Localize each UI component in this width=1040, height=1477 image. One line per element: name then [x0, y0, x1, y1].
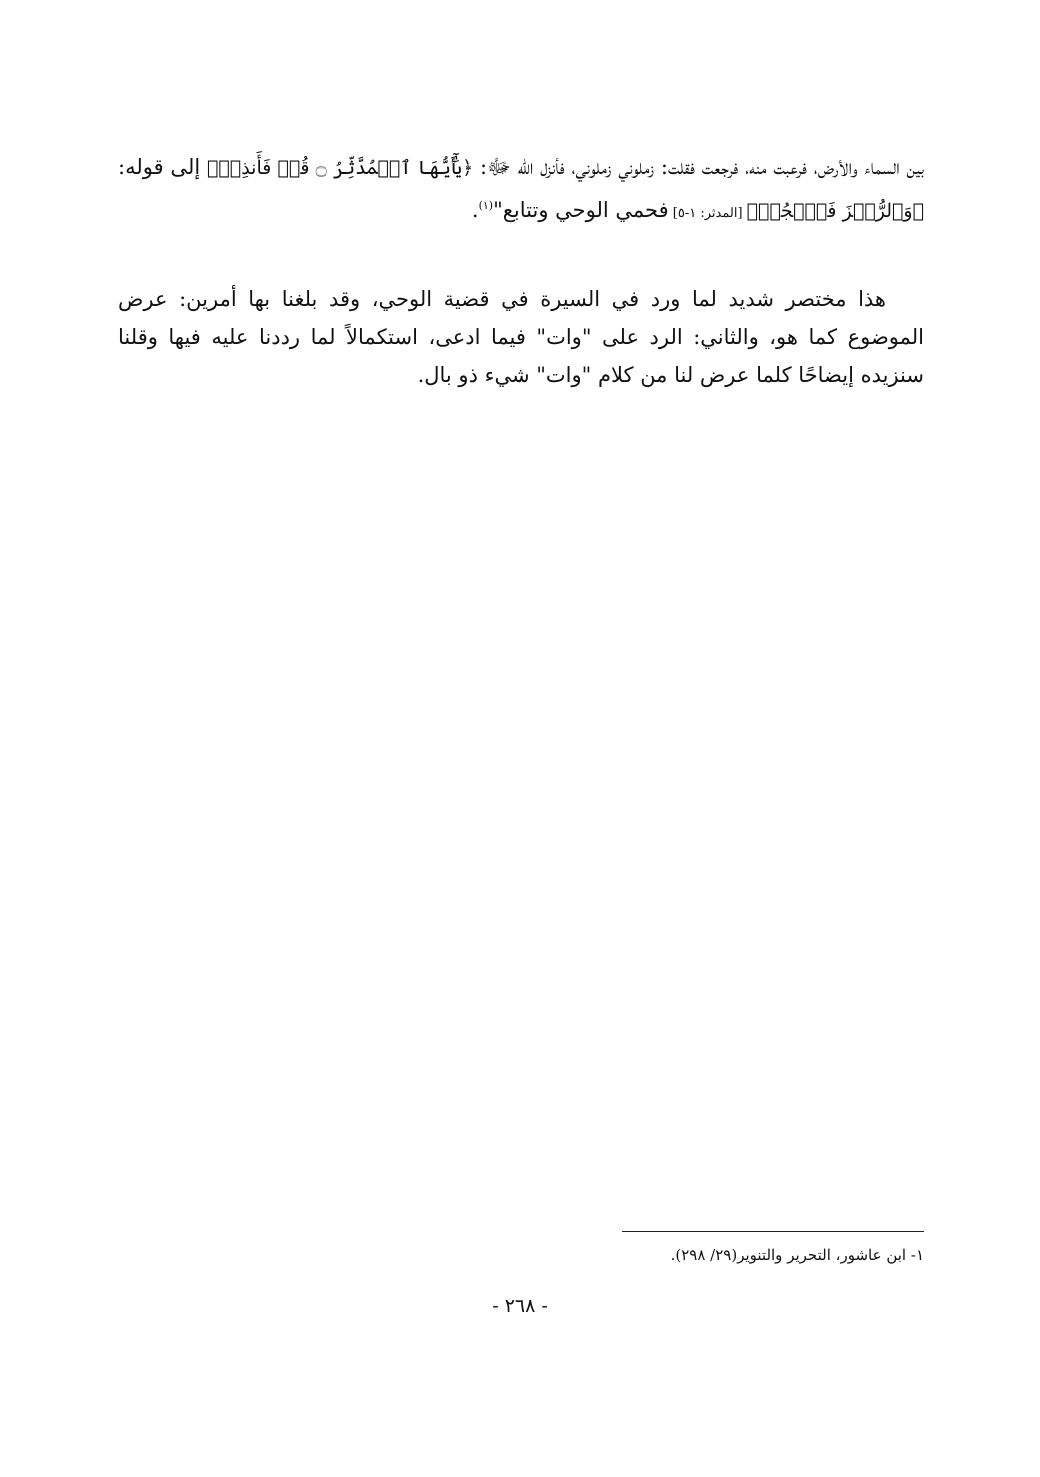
page-number: - ٢٦٨ - — [492, 1295, 548, 1317]
footnote: ١- ابن عاشور، التحرير والتنوير(٢٩/ ٢٩٨). — [670, 1246, 924, 1264]
footnote-separator — [622, 1231, 924, 1232]
verse-reference: [المدثر: ١-٥] — [668, 206, 747, 221]
paragraph-quote-continuation — [118, 148, 924, 233]
paragraph-summary — [118, 280, 924, 394]
footnote-marker: (١) — [478, 199, 494, 212]
paragraph-text: فحمي الوحي وتتابع" — [493, 198, 669, 222]
quran-verse: ﴿وَٱلرُّجۡزَ فَٱهۡجُرۡ﴾ — [746, 200, 924, 222]
paragraph-text: بين السماء والأرض، فرعبت منه، فرجعت فقلت: زملوني زملوني، فأنزل الله ﷻ: — [473, 155, 924, 179]
paragraph-text: . — [471, 198, 479, 222]
paragraph-text: إلى قوله: — [118, 155, 207, 179]
paragraph-text: هذا مختصر شديد لما ورد في السيرة في قضية الوحي، وقد بلغنا بها أمرين: عرض الموضوع كما هو، والثاني: الرد على "وات" فيما ادعى، استكمالاً لما رددنا عليه فيها وقلنا سنزيده إيضاحًا كلما عرض لنا من كلام "وات" شيء ذو بال. — [118, 287, 924, 387]
quran-verse: ﴿يَٰٓأَيُّهَا ٱلۡمُدَّثِّرُ ۝ قُمۡ فَأَنذِرۡ﴾ — [207, 157, 474, 179]
